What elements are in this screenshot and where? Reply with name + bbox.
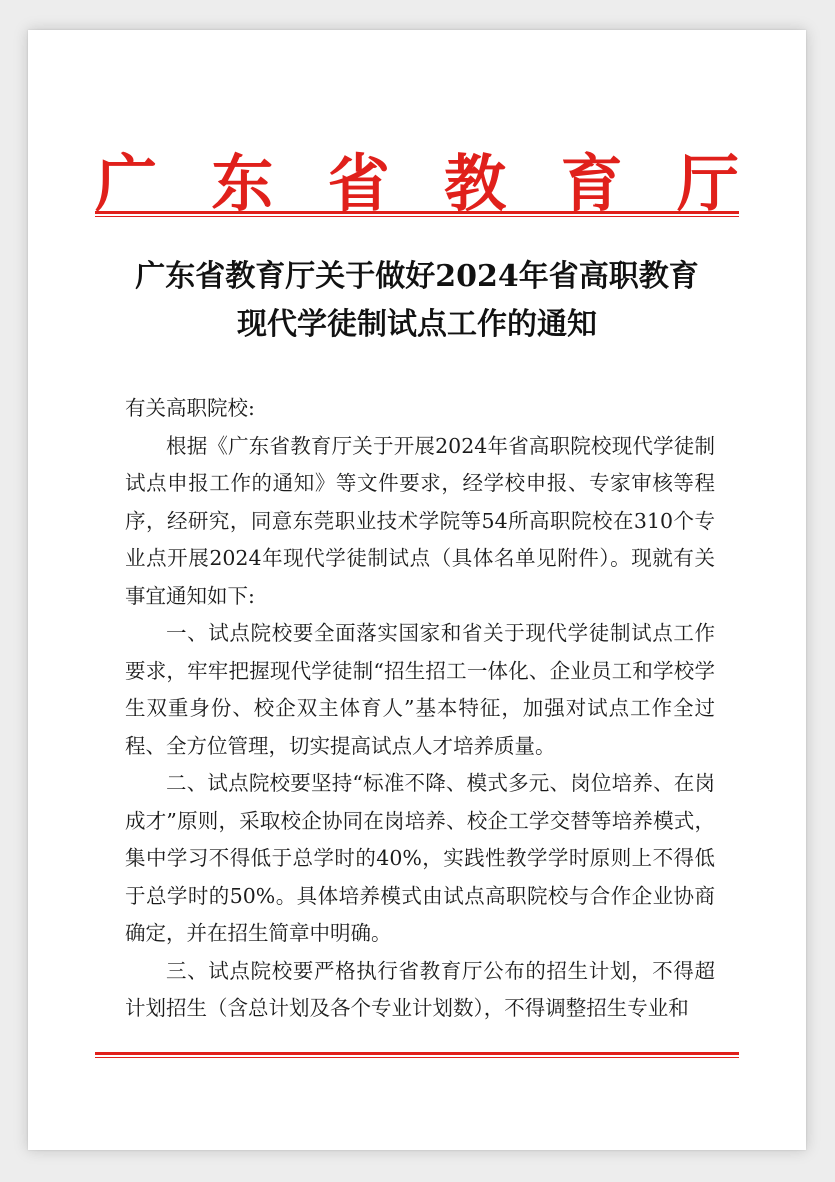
salutation: 有关高职院校: (125, 396, 255, 420)
letterhead-char: 省 (327, 147, 390, 220)
document-body (125, 390, 715, 1028)
document-title-line-2: 现代学徒制试点工作的通知 (237, 307, 597, 342)
intro-paragraph: 根据《广东省教育厅关于开展2024年省高职院校现代学徒制试点申报工作的通知》等文件要求，经学校申报、专家审核等程序，经研究，同意东莞职业技术学院等54所高职院校在310个专业点开展2024年现代学徒制试点（具体名单见附件）。现就有关事宜通知如下: (125, 433, 715, 608)
item-paragraph-3: 三、试点院校要严格执行省教育厅公布的招生计划，不得超计划招生（含总计划及各个专业计划数），不得调整招生专业和 (125, 958, 715, 1020)
document-page (28, 30, 806, 1150)
letterhead-char: 广 (95, 147, 158, 220)
item-paragraph-2: 二、试点院校要坚持“标准不降、模式多元、岗位培养、在岗成才”原则，采取校企协同在岗培养、校企工学交替等培养模式，集中学习不得低于总学时的40%，实践性教学学时原则上不得低于总学时的50%。具体培养模式由试点高职院校与合作企业协商确定，并在招生简章中明确。 (125, 771, 715, 945)
item-paragraph-1: 一、试点院校要全面落实国家和省关于现代学徒制试点工作要求，牢牢把握现代学徒制“招生招工一体化、企业员工和学校学生双重身份、校企双主体育人”基本特征，加强对试点工作全过程、全方位管理，切实提高试点人才培养质量。 (125, 621, 715, 758)
letterhead-title (95, 148, 739, 220)
letterhead-char: 育 (560, 147, 623, 220)
letterhead-divider (95, 211, 739, 217)
document-title-line-1: 广东省教育厅关于做好2024年省高职教育 (135, 259, 699, 294)
letterhead-char: 东 (211, 147, 274, 220)
letterhead-char: 教 (444, 147, 507, 220)
letterhead-char: 厅 (676, 147, 739, 220)
footer-divider (95, 1052, 739, 1058)
